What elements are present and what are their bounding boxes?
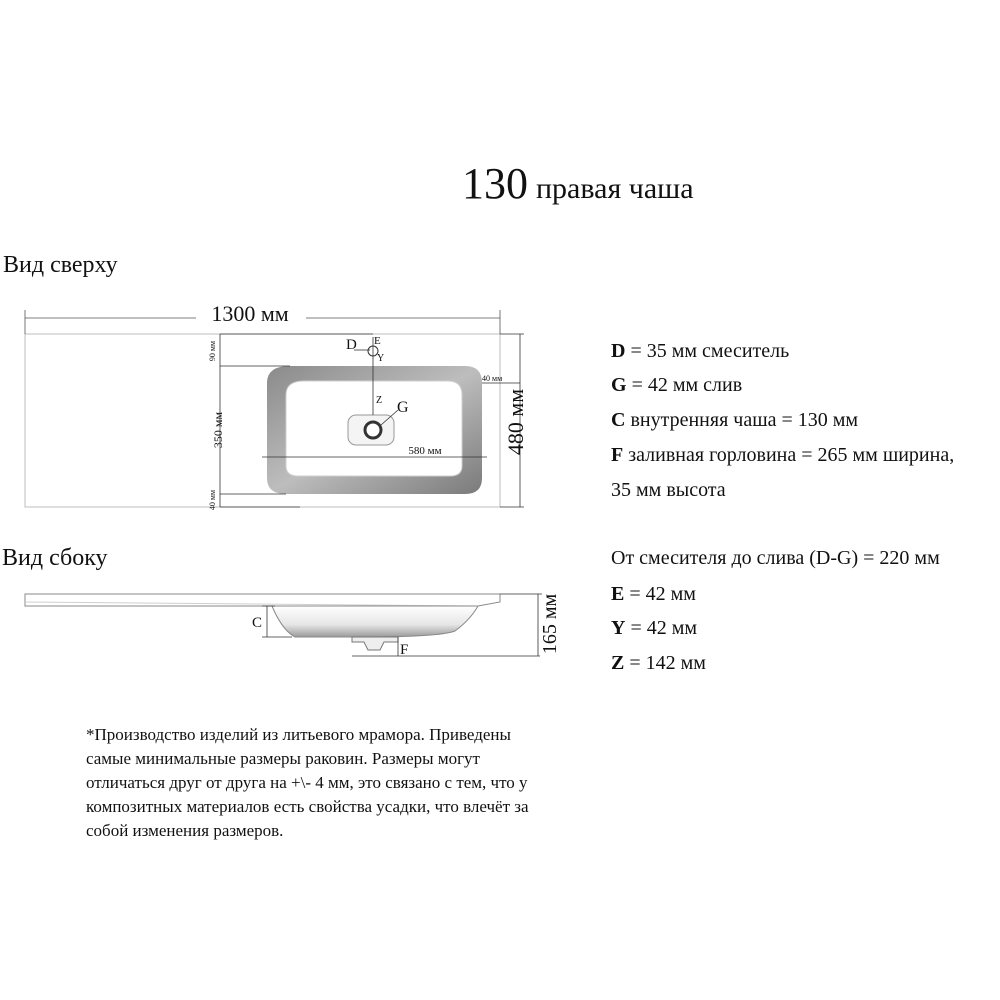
title-text: правая чаша	[536, 172, 694, 205]
top-view	[25, 298, 528, 510]
spec-line-c: C внутренняя чаша = 130 мм	[611, 409, 859, 431]
spec-line-f: F заливная горловина = 265 мм ширина,	[611, 444, 955, 466]
side-view	[25, 594, 561, 659]
marker-y: Y	[377, 353, 385, 364]
height-label: 165 мм	[539, 593, 561, 655]
drain-neck	[352, 637, 398, 650]
bottom-offset-label: 40 мм	[208, 489, 217, 511]
bowl-side	[272, 606, 478, 637]
title-number: 130	[462, 159, 528, 208]
bowl-width-label: 580 мм	[408, 445, 442, 457]
spec-line-dg: От смесителя до слива (D-G) = 220 мм	[611, 547, 940, 569]
spec-line-g: G = 42 мм слив	[611, 374, 743, 396]
right-offset-label: 40 мм	[482, 374, 503, 383]
spec-line-z: Z = 142 мм	[611, 652, 706, 674]
spec-line-d: D = 35 мм смеситель	[611, 340, 790, 362]
marker-z: Z	[376, 395, 383, 406]
marker-f: F	[400, 642, 409, 658]
spec-line-e: E = 42 мм	[611, 583, 696, 605]
marker-c: C	[252, 615, 263, 631]
depth-label: 480 мм	[503, 388, 528, 456]
drain-hole	[365, 422, 381, 438]
footnote: *Производство изделий из литьевого мрамора. Приведены самые минимальные размеры раковин. Размеры могут отличаться друг от друга на +\- 4 мм, это связано с тем, что у композитных материалов есть свойства усадки, что влечёт за собой изменения размеров.	[86, 725, 529, 840]
width-label: 1300 мм	[211, 301, 289, 326]
side-view-label: Вид сбоку	[2, 545, 108, 571]
marker-d: D	[346, 337, 357, 353]
marker-e: E	[374, 335, 381, 347]
bowl-depth-label: 350 мм	[211, 411, 225, 449]
marker-g: G	[397, 399, 409, 416]
spec-line-y: Y = 42 мм	[611, 617, 698, 639]
top-view-label: Вид сверху	[3, 252, 118, 278]
top-offset-label: 90 мм	[208, 340, 217, 362]
spec-line-f-height: 35 мм высота	[611, 479, 726, 501]
